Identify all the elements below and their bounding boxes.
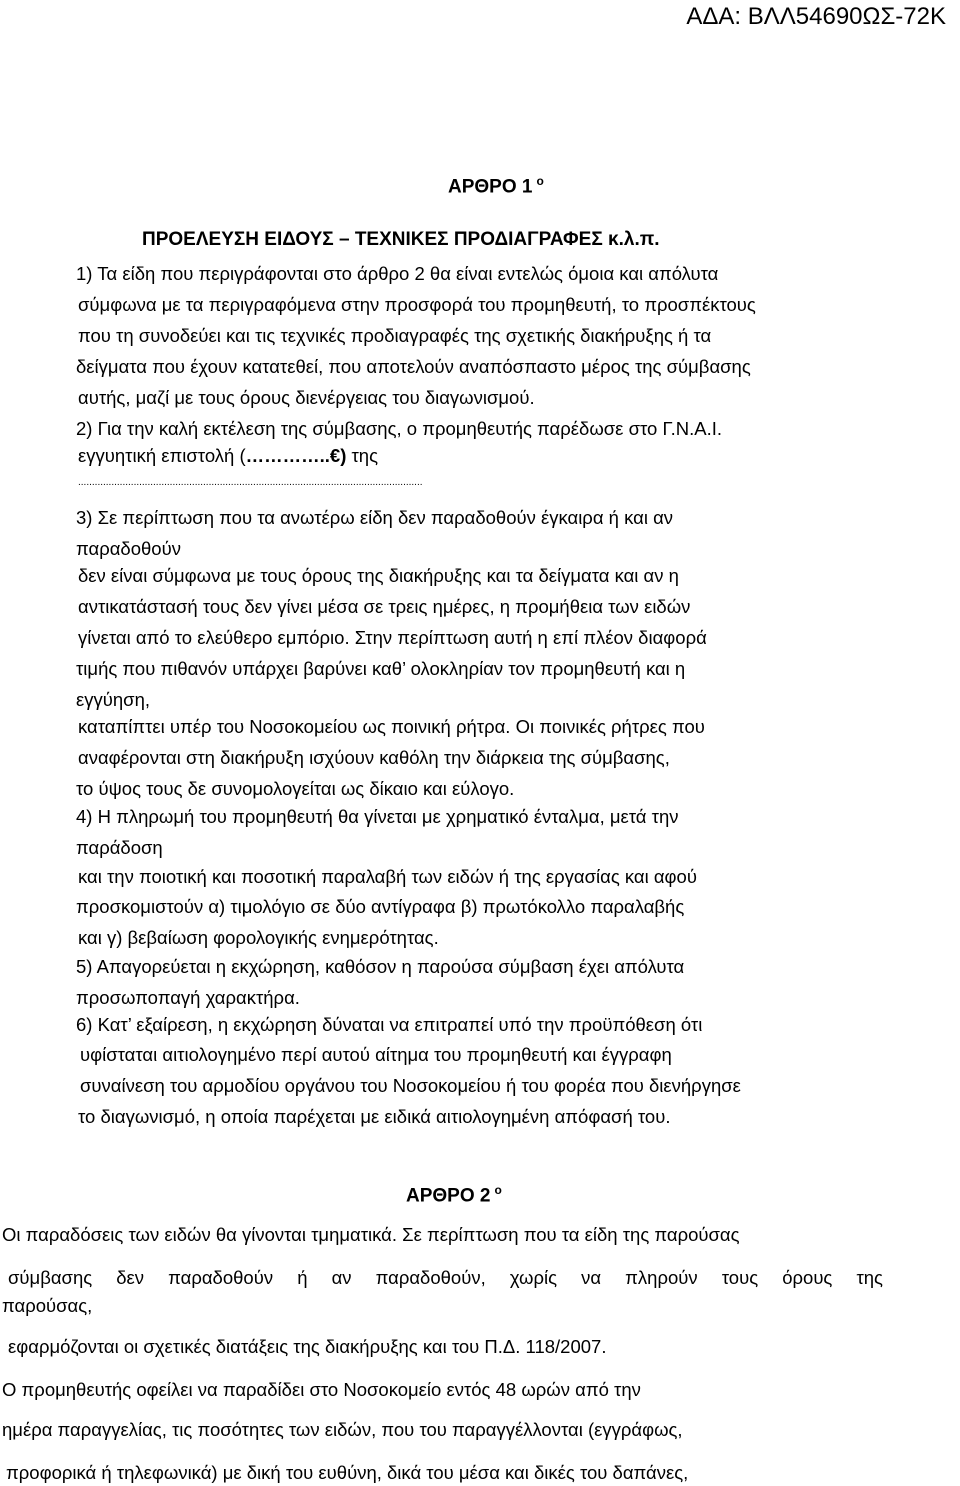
justified-word: όρους (782, 1267, 833, 1288)
article1-line: δείγματα που έχουν κατατεθεί, που αποτελούν αναπόσπαστο μέρος της σύμβασης (76, 356, 751, 377)
article1-line: 2) Για την καλή εκτέλεση της σύμβασης, ο προμηθευτής παρέδωσε στο Γ.Ν.Α.Ι. (76, 418, 723, 439)
article2-line: Ο προμηθευτής οφείλει να παραδίδει στο Νοσοκομείο εντός 48 ωρών από την (2, 1379, 641, 1400)
article2-title-sup: ο (494, 1183, 502, 1197)
guarantee-tail: της (346, 445, 379, 466)
article1-line: το διαγωνισμό, η οποία παρέχεται με ειδικά αιτιολογημένη απόφασή του. (78, 1106, 671, 1127)
article1-line: συναίνεση του αρμοδίου οργάνου του Νοσοκομείου ή του φορέα που διενήργησε (80, 1075, 741, 1096)
article1-line: γίνεται από το ελεύθερο εμπόριο. Στην περίπτωση αυτή η επί πλέον διαφορά (78, 627, 707, 648)
article1-line: 6) Κατ’ εξαίρεση, η εκχώρηση δύναται να επιτραπεί υπό την προϋπόθεση ότι (76, 1014, 703, 1035)
article1-line: αναφέρονται στη διακήρυξη ισχύουν καθόλη την διάρκεια της σύμβασης, (78, 747, 670, 768)
justified-word: σύμβασης (8, 1267, 93, 1288)
article1-line: δεν είναι σύμφωνα με τους όρους της διακήρυξης και τα δείγματα και αν η (78, 565, 679, 586)
article1-subtitle: ΠΡΟΕΛΕΥΣΗ ΕΙΔΟΥΣ – ΤΕΧΝΙΚΕΣ ΠΡΟΔΙΑΓΡΑΦΕΣ κ.λ.π. (142, 229, 660, 250)
article1-line: προσκομιστούν α) τιμολόγιο σε δύο αντίγραφα β) πρωτόκολλο παραλαβής (76, 896, 685, 917)
article2-line: Οι παραδόσεις των ειδών θα γίνονται τμηματικά. Σε περίπτωση που τα είδη της παρούσας (2, 1224, 740, 1245)
justified-word: ή (297, 1267, 308, 1288)
guarantee-letter-label: εγγυητική επιστολή ( (78, 445, 246, 466)
document-id: ΑΔΑ: ΒΛΛ54690ΩΣ-72Κ (686, 3, 946, 30)
article1-line: που τη συνοδεύει και τις τεχνικές προδιαγραφές της σχετικής διακήρυξης ή τα (78, 325, 712, 346)
article1-line: και την ποιοτική και ποσοτική παραλαβή των ειδών ή της εργασίας και αφού (78, 866, 697, 887)
justified-word: της (856, 1267, 883, 1288)
article1-line: και γ) βεβαίωση φορολογικής ενημερότητας. (78, 927, 439, 948)
article1-line: καταπίπτει υπέρ του Νοσοκομείου ως ποινική ρήτρα. Οι ποινικές ρήτρες που (78, 716, 705, 737)
article1-line: 3) Σε περίπτωση που τα ανωτέρω είδη δεν παραδοθούν έγκαιρα ή και αν (76, 507, 674, 528)
article1-line: σύμφωνα με τα περιγραφόμενα στην προσφορά του προμηθευτή, το προσπέκτους (78, 294, 756, 315)
justified-word: να (581, 1267, 602, 1288)
article2-line: προφορικά ή τηλεφωνικά) με δική του ευθύνη, δικά του μέσα και δικές του δαπάνες, (6, 1462, 689, 1483)
article2-line: εφαρμόζονται οι σχετικές διατάξεις της διακήρυξης και του Π.Δ. 118/2007. (8, 1336, 607, 1357)
article1-line: εγγύηση, (76, 689, 150, 710)
justified-word: δεν (116, 1267, 145, 1288)
article1-title-sup: ο (536, 174, 544, 188)
article1-line: υφίσταται αιτιολογημένο περί αυτού αίτημα του προμηθευτή και έγγραφη (80, 1044, 672, 1065)
justified-word: χωρίς (509, 1267, 558, 1288)
article2-line: παρούσας, (2, 1295, 93, 1316)
article1-line: 5) Απαγορεύεται η εκχώρηση, καθόσον η παρούσα σύμβαση έχει απόλυτα (76, 956, 685, 977)
justified-word: παραδοθούν (168, 1267, 274, 1288)
article1-line (78, 447, 378, 466)
article1-line: αντικατάστασή τους δεν γίνει μέσα σε τρεις ημέρες, η προμήθεια των ειδών (78, 596, 691, 617)
justified-word: αν (331, 1267, 352, 1288)
justified-word: τους (721, 1267, 759, 1288)
article1-line: αυτής, μαζί με τους όρους διενέργειας του διαγωνισμού. (78, 387, 535, 408)
guarantee-amount-blank: …………..€) (245, 445, 347, 466)
article2-title (406, 1184, 502, 1205)
article1-line: παραδοθούν (76, 538, 181, 559)
article1-line: προσωποπαγή χαρακτήρα. (76, 987, 300, 1008)
article1-line: 4) Η πληρωμή του προμηθευτή θα γίνεται με χρηματικό ένταλμα, μετά την (76, 806, 679, 827)
article1-line: παράδοση (76, 837, 163, 858)
article1-title-text: ΑΡΘΡΟ 1 (448, 176, 533, 198)
article1-title (448, 175, 544, 196)
article1-line: τιμής που πιθανόν υπάρχει βαρύνει καθ’ ολοκληρίαν τον προμηθευτή και η (76, 658, 686, 679)
article1-line: το ύψος τους δε συνομολογείται ως δίκαιο και εύλογο. (76, 778, 515, 799)
article2-line: ημέρα παραγγελίας, τις ποσότητες των ειδών, που του παραγγέλλονται (εγγράφως, (2, 1419, 683, 1440)
justified-word: πληρούν (625, 1267, 698, 1288)
article2-title-text: ΑΡΘΡΟ 2 (406, 1185, 491, 1207)
justified-word: παραδοθούν, (375, 1267, 486, 1288)
article1-line: 1) Τα είδη που περιγράφονται στο άρθρο 2 θα είναι εντελώς όμοια και απόλυτα (76, 263, 719, 284)
article2-justified-line (8, 1269, 883, 1288)
dotted-fill-line: ............................................................................................................................ (78, 477, 423, 488)
